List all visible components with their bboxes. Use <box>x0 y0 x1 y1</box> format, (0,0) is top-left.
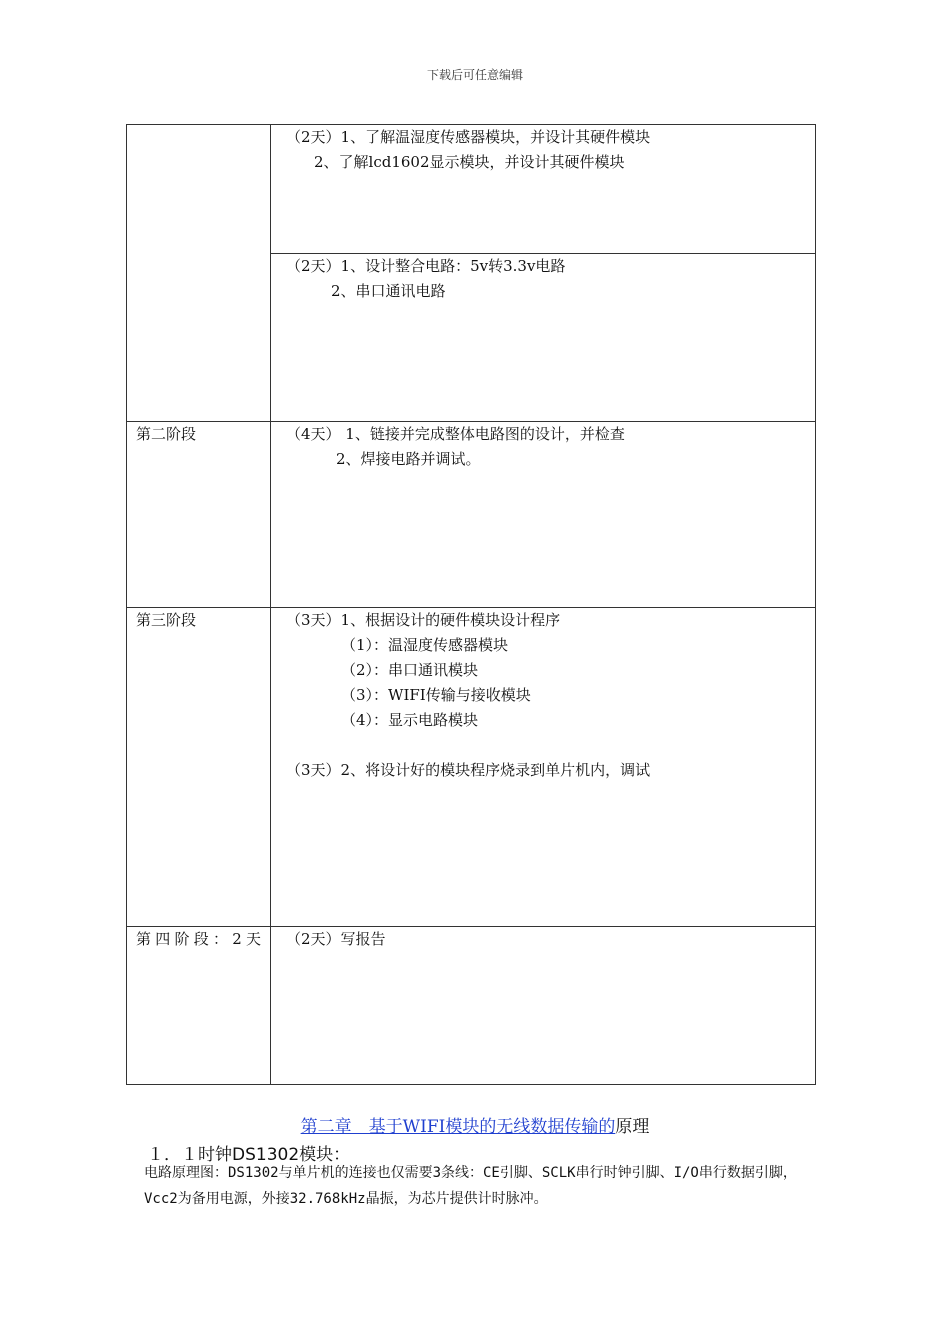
content-cell <box>271 254 816 422</box>
content-cell <box>271 927 816 1085</box>
content-line: （4天） 1、链接并完成整体电路图的设计，并检查 <box>286 425 625 443</box>
content-cell <box>271 422 816 608</box>
content-line: （3）：WIFI传输与接收模块 <box>341 686 531 704</box>
content-line: （3天）2、将设计好的模块程序烧录到单片机内，调试 <box>286 761 651 779</box>
stage-cell <box>127 422 271 608</box>
chapter-heading-suffix: 原理 <box>615 1117 650 1137</box>
table-row <box>127 422 816 608</box>
stage-cell <box>127 125 271 422</box>
content-line: 2、串口通讯电路 <box>331 282 446 300</box>
content-cell <box>271 608 816 927</box>
content-line: （4）：显示电路模块 <box>341 711 479 729</box>
table-row <box>127 927 816 1085</box>
page-header: 下载后可任意编辑 <box>426 68 523 82</box>
chapter-heading <box>0 1112 950 1137</box>
content-line: （2天）写报告 <box>286 930 386 948</box>
content-line <box>286 733 815 758</box>
content-line: （2天）1、了解温湿度传感器模块，并设计其硬件模块 <box>286 128 651 146</box>
content-cell <box>271 125 816 254</box>
content-line: 2、了解lcd1602显示模块，并设计其硬件模块 <box>314 153 625 171</box>
stage-cell <box>127 608 271 927</box>
content-line: （3天）1、根据设计的硬件模块设计程序 <box>286 611 561 629</box>
stage-label: 第四阶段：2天 <box>136 930 261 948</box>
stage-label: 第三阶段 <box>136 611 197 629</box>
content-line: （1）：温湿度传感器模块 <box>341 636 509 654</box>
chapter-link[interactable]: 第二章 基于WIFI模块的无线数据传输的 <box>300 1117 616 1137</box>
table-row <box>127 608 816 927</box>
content-line: 2、焊接电路并调试。 <box>336 450 481 468</box>
content-line: （2）：串口通讯模块 <box>341 661 479 679</box>
table-row <box>127 125 816 254</box>
section-heading: １．１时钟DS1302模块： <box>147 1145 351 1165</box>
schedule-table <box>126 124 816 1085</box>
stage-cell <box>127 927 271 1085</box>
content-line: （2天）1、设计整合电路：5v转3.3v电路 <box>286 257 566 275</box>
body-paragraph: 电路原理图：DS1302与单片机的连接也仅需要3条线：CE引脚、SCLK串行时钟引脚、I/O串行数据引脚，Vcc2为备用电源，外接32.768kHz晶振，为芯片提供计时脉冲。 <box>144 1165 797 1207</box>
stage-label: 第二阶段 <box>136 425 197 443</box>
